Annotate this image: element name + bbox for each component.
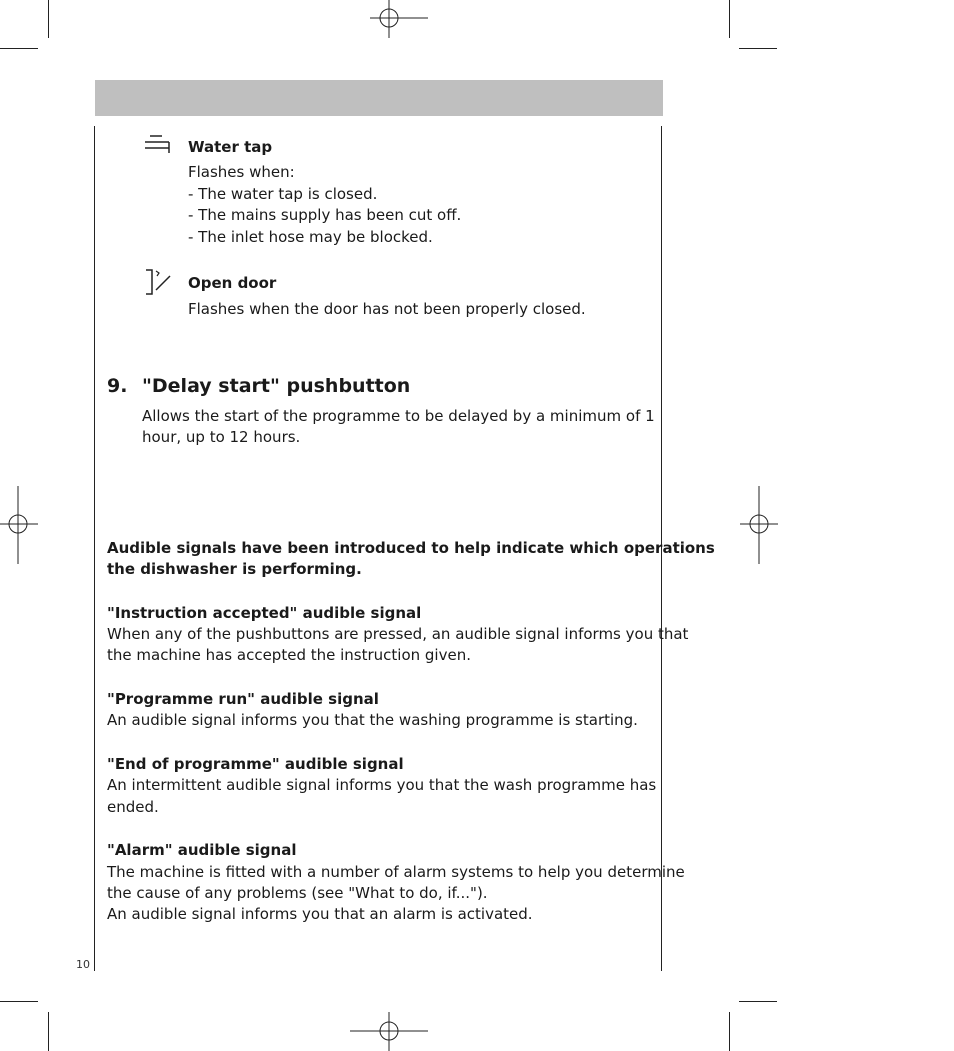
section-body-line: hour, up to 12 hours. <box>142 428 301 446</box>
header-bar <box>95 80 663 116</box>
signal-title: "End of programme" audible signal <box>107 755 404 773</box>
crop-mark <box>729 0 730 38</box>
registration-mark-icon <box>740 486 778 564</box>
signal-line: An audible signal informs you that an alarm is activated. <box>107 905 533 923</box>
registration-mark-icon <box>0 486 38 564</box>
signal-title: "Instruction accepted" audible signal <box>107 604 422 622</box>
signal-title: "Alarm" audible signal <box>107 841 297 859</box>
water-tap-line: Flashes when: <box>188 163 295 181</box>
signal-line: The machine is fitted with a number of alarm systems to help you determine <box>107 863 685 881</box>
audible-intro-line: the dishwasher is performing. <box>107 560 362 578</box>
open-door-text: Flashes when the door has not been properly closed. <box>188 300 586 318</box>
signal-line: An audible signal informs you that the washing programme is starting. <box>107 711 638 729</box>
crop-mark <box>739 48 777 49</box>
signal-line: When any of the pushbuttons are pressed, an audible signal informs you that <box>107 625 689 643</box>
crop-mark <box>729 1012 730 1051</box>
crop-mark <box>739 1001 777 1002</box>
crop-mark <box>48 0 49 38</box>
crop-mark <box>0 1001 38 1002</box>
signal-line: ended. <box>107 798 159 816</box>
signal-title: "Programme run" audible signal <box>107 690 379 708</box>
signal-line: the cause of any problems (see "What to do, if..."). <box>107 884 488 902</box>
section-title: "Delay start" pushbutton <box>142 375 411 397</box>
water-tap-title: Water tap <box>188 138 273 156</box>
page-number: 10 <box>76 958 90 971</box>
audible-intro-line: Audible signals have been introduced to help indicate which operations <box>107 539 715 557</box>
left-rule <box>94 126 95 971</box>
section-number: 9. <box>107 375 128 397</box>
open-door-icon <box>144 268 172 296</box>
crop-mark <box>48 1012 49 1051</box>
registration-mark-icon <box>350 1012 428 1051</box>
water-tap-icon <box>144 134 172 154</box>
signal-line: An intermittent audible signal informs you that the wash programme has <box>107 776 657 794</box>
water-tap-line: - The inlet hose may be blocked. <box>188 228 433 246</box>
crop-mark <box>0 48 38 49</box>
section-body-line: Allows the start of the programme to be delayed by a minimum of 1 <box>142 407 655 425</box>
water-tap-line: - The mains supply has been cut off. <box>188 206 462 224</box>
registration-mark-icon <box>370 0 428 40</box>
water-tap-line: - The water tap is closed. <box>188 185 378 203</box>
open-door-title: Open door <box>188 274 277 292</box>
signal-line: the machine has accepted the instruction given. <box>107 646 471 664</box>
